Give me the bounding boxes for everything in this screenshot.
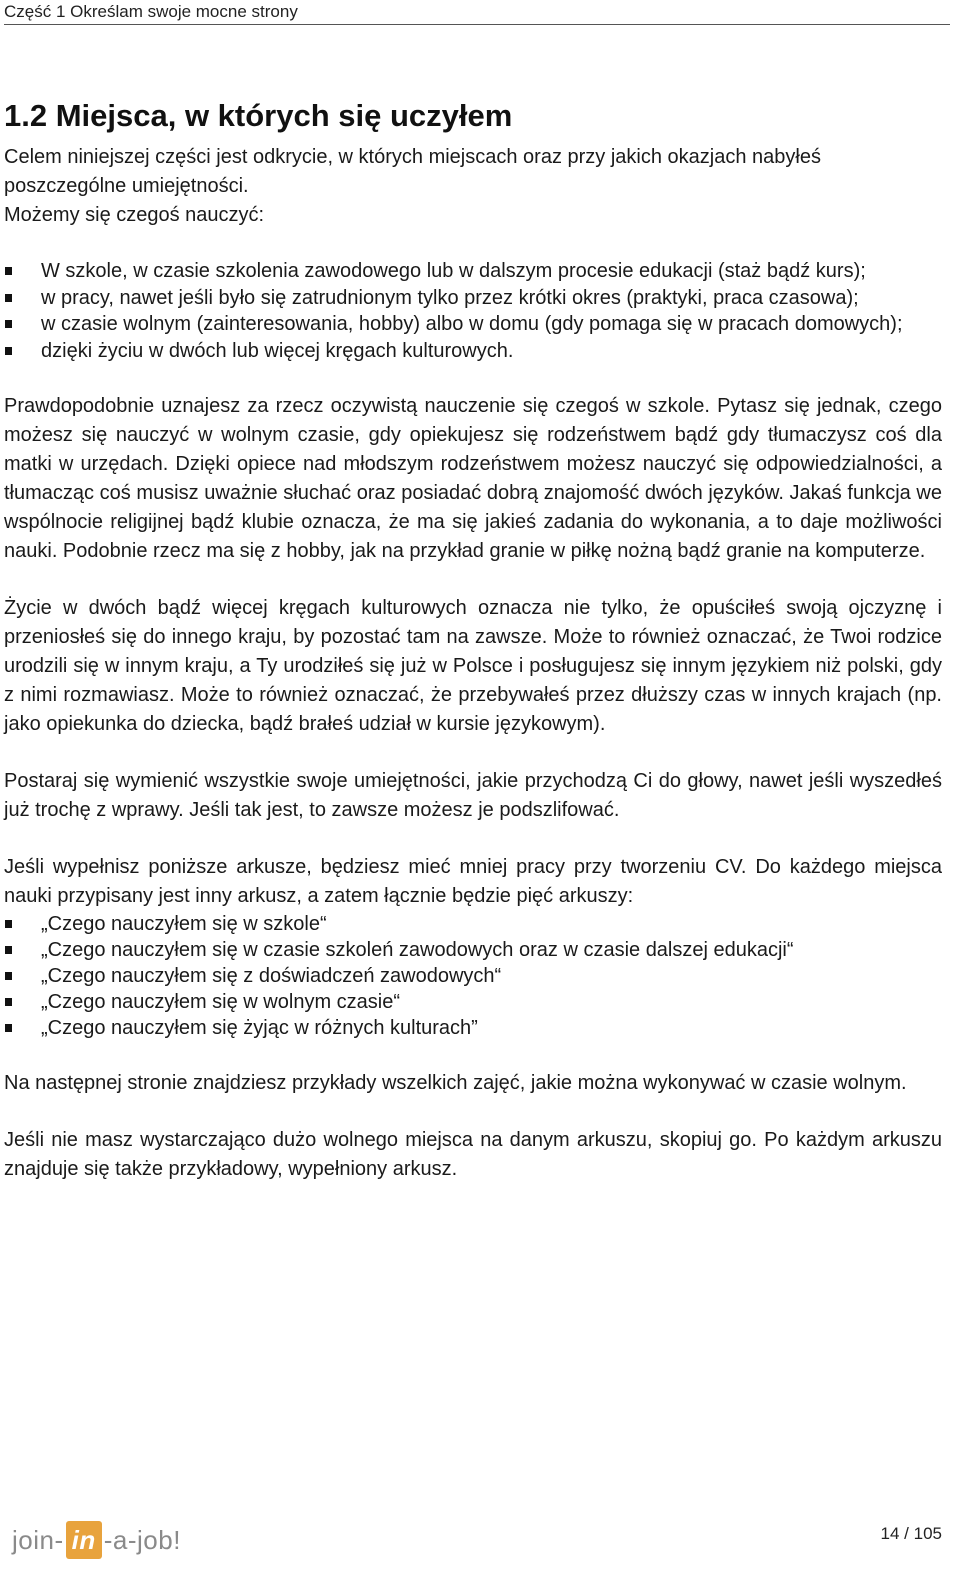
square-bullet-icon <box>5 998 12 1006</box>
paragraph-school-vs-free-time: Prawdopodobnie uznajesz za rzecz oczywistą nauczenie się czegoś w szkole. Pytasz się jednak, czego możesz się nauczyć w wolnym czasie, gdy opiekujesz się rodzeństwem bądź gdy tłumaczysz coś dla matki w urzędach. Dzięki opiece nad młodszym rodzeństwem możesz nauczyć się odpowiedzialności, a tłumacząc coś musisz uważnie słuchać oraz posiadać dobrą znajomość dwóch języków. Jakaś funkcja we wspólnocie religijnej bądź klubie oznacza, że ma się jakieś zadania do wykonania, a to daje możliwości nauki. Podobnie rzecz ma się z hobby, jak na przykład granie w piłkę nożną bądź granie na komputerze. <box>4 395 942 562</box>
square-bullet-icon <box>5 347 12 355</box>
list-item: „Czego nauczyłem się w szkole“ <box>4 911 942 937</box>
join-in-a-job-logo: join- in -a-job! <box>12 1518 181 1562</box>
page-content <box>4 92 942 1184</box>
list-item: w czasie wolnym (zainteresowania, hobby) albo w domu (gdy pomaga się w pracach domowych); <box>4 311 942 338</box>
running-title: Część 1 Określam swoje mocne strony <box>4 2 298 21</box>
list-item: „Czego nauczyłem się w czasie szkoleń zawodowych oraz w czasie dalszej edukacji“ <box>4 937 942 963</box>
square-bullet-icon <box>5 946 12 954</box>
page-number: 14 / 105 <box>880 1524 942 1543</box>
list-item: „Czego nauczyłem się żyjąc w różnych kulturach” <box>4 1015 942 1041</box>
square-bullet-icon <box>5 267 12 275</box>
logo-in-badge: in <box>66 1521 102 1559</box>
paragraph-list-skills: Postaraj się wymienić wszystkie swoje umiejętności, jakie przychodzą Ci do głowy, nawet jeśli wyszedłeś już trochę z wprawy. Jeśli tak jest, to zawsze możesz je podszlifować. <box>4 770 942 821</box>
intro-paragraph: Celem niniejszej części jest odkrycie, w których miejscach oraz przy jakich okazjach nabyłeś poszczególne umiejętności. <box>4 146 821 197</box>
list-item: „Czego nauczyłem się w wolnym czasie“ <box>4 989 942 1015</box>
list-item: dzięki życiu w dwóch lub więcej kręgach kulturowych. <box>4 338 942 365</box>
list-item: W szkole, w czasie szkolenia zawodowego lub w dalszym procesie edukacji (staż bądź kurs); <box>4 258 942 285</box>
paragraph-worksheets-intro: Jeśli wypełnisz poniższe arkusze, będziesz mieć mniej pracy przy tworzeniu CV. Do każdego miejsca nauki przypisany jest inny arkusz, a zatem łącznie będzie pięć arkuszy: <box>4 856 942 907</box>
square-bullet-icon <box>5 320 12 328</box>
running-header <box>4 0 950 25</box>
section-heading: 1.2 Miejsca, w których się uczyłem <box>4 98 513 133</box>
list-item: „Czego nauczyłem się z doświadczeń zawodowych“ <box>4 963 942 989</box>
paragraph-cultures: Życie w dwóch bądź więcej kręgach kulturowych oznacza nie tylko, że opuściłeś swoją ojczyznę i przeniosłeś się do innego kraju, by pozostać tam na zawsze. Może to również oznaczać, że Twoi rodzice urodzili się w innym kraju, a Ty urodziłeś się już w Polsce i posługujesz się innym językiem niż polski, gdy z nimi rozmawiasz. Może to również oznaczać, że przebywałeś przez dłuższy czas w innych krajach (np. jako opiekunka do dziecka, bądź brałeś udział w kursie językowym). <box>4 597 942 735</box>
lead-paragraph: Możemy się czegoś nauczyć: <box>4 204 265 226</box>
square-bullet-icon <box>5 294 12 302</box>
square-bullet-icon <box>5 920 12 928</box>
square-bullet-icon <box>5 1024 12 1032</box>
places-list <box>4 258 942 364</box>
list-item: w pracy, nawet jeśli było się zatrudnionym tylko przez krótki okres (praktyki, praca czasowa); <box>4 285 942 312</box>
paragraph-copy-sheet: Jeśli nie masz wystarczająco dużo wolnego miejsca na danym arkuszu, skopiuj go. Po każdym arkuszu znajduje się także przykładowy, wypełniony arkusz. <box>4 1129 942 1180</box>
paragraph-next-page: Na następnej stronie znajdziesz przykłady wszelkich zajęć, jakie można wykonywać w czasie wolnym. <box>4 1072 907 1094</box>
square-bullet-icon <box>5 972 12 980</box>
worksheets-list <box>4 911 942 1041</box>
